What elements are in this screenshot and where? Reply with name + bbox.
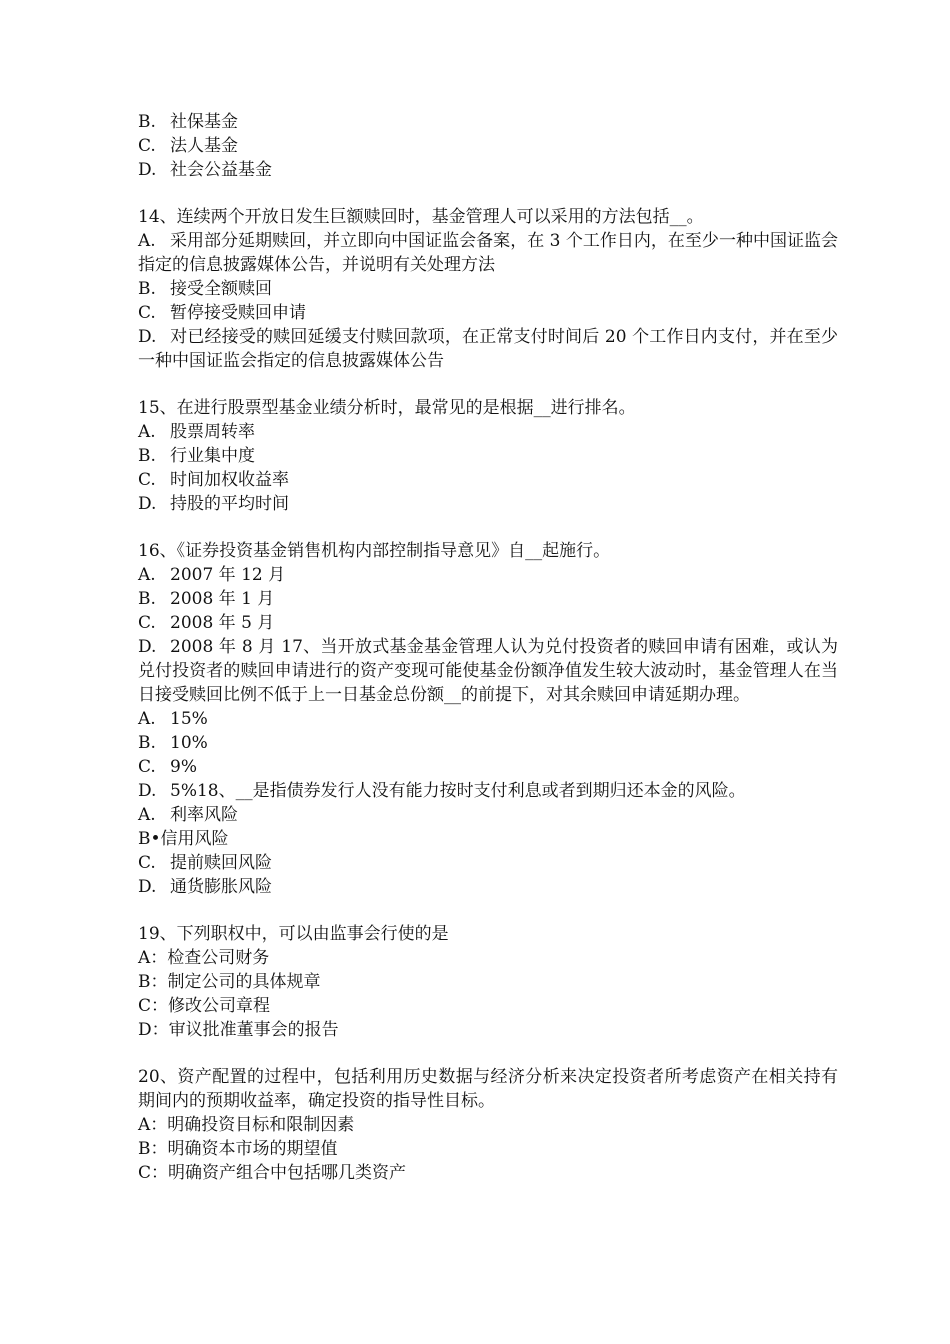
option-key: C. [138, 303, 156, 323]
option-line [138, 563, 838, 587]
option-text: 2008 年 5 月 [170, 613, 275, 633]
option-text: 时间加权收益率 [170, 470, 289, 490]
option-line [138, 851, 838, 875]
option-line: A：检查公司财务 [138, 948, 270, 968]
option-key: B. [138, 446, 156, 466]
option-line: D：审议批准董事会的报告 [138, 1020, 339, 1040]
option-text: 10% [170, 733, 208, 753]
option-key: A. [138, 805, 156, 825]
option-text: 2008 年 8 月 17、当开放式基金基金管理人认为兑付投资者的赎回申请有困难，或认为兑付投资者的赎回申请进行的资产变现可能使基金份额净值发生较大波动时，基金管理人在当日接受赎回比例不低于上一日基金总份额__的前提下，对其余赎回申请延期办理。 [138, 637, 838, 705]
option-line [138, 707, 838, 731]
option-line: C：修改公司章程 [138, 996, 271, 1016]
option-key: D. [138, 494, 157, 514]
option-line [138, 420, 838, 444]
option-key: C. [138, 470, 156, 490]
option-text: 暂停接受赎回申请 [170, 303, 306, 323]
option-key: D. [138, 160, 157, 180]
option-text: 社会公益基金 [170, 160, 272, 180]
option-text: 行业集中度 [170, 446, 255, 466]
option-text: 15% [170, 709, 208, 729]
option-key: A. [138, 709, 156, 729]
document-page [138, 110, 838, 1185]
option-text: 2008 年 1 月 [170, 589, 275, 609]
paragraph-gap [138, 373, 838, 396]
option-key: D. [138, 877, 157, 897]
option-key: C. [138, 613, 156, 633]
question-text: 19、下列职权中，可以由监事会行使的是 [138, 924, 449, 944]
option-text: 股票周转率 [170, 422, 255, 442]
option-text: 对已经接受的赎回延缓支付赎回款项，在正常支付时间后 20 个工作日内支付，并在至少一种中国证监会指定的信息披露媒体公告 [138, 327, 838, 371]
option-text: 采用部分延期赎回，并立即向中国证监会备案，在 3 个工作日内，在至少一种中国证监会指定的信息披露媒体公告，并说明有关处理方法 [138, 231, 838, 275]
option-line [138, 587, 838, 611]
option-key: A. [138, 231, 156, 251]
option-line [138, 779, 838, 803]
option-line: B•信用风险 [138, 829, 229, 849]
option-line [138, 229, 838, 277]
option-key: C. [138, 757, 156, 777]
option-key: A. [138, 422, 156, 442]
option-line [138, 731, 838, 755]
option-text: 利率风险 [170, 805, 238, 825]
question-text: 14、连续两个开放日发生巨额赎回时，基金管理人可以采用的方法包括__。 [138, 207, 704, 227]
option-line [138, 134, 838, 158]
option-line [138, 635, 838, 707]
option-text: 法人基金 [170, 136, 238, 156]
option-key: B. [138, 112, 156, 132]
option-key: B. [138, 733, 156, 753]
question-text: 15、在进行股票型基金业绩分析时，最常见的是根据__进行排名。 [138, 398, 636, 418]
option-key: C. [138, 853, 156, 873]
option-line: B：明确资本市场的期望值 [138, 1139, 338, 1159]
option-line [138, 301, 838, 325]
option-key: C. [138, 136, 156, 156]
option-line [138, 158, 838, 182]
option-key: D. [138, 781, 157, 801]
question-text: 20、资产配置的过程中，包括利用历史数据与经济分析来决定投资者所考虑资产在相关持有期间内的预期收益率，确定投资的指导性目标。 [138, 1067, 838, 1111]
option-text: 9% [170, 757, 197, 777]
option-line [138, 277, 838, 301]
option-text: 社保基金 [170, 112, 238, 132]
option-text: 5%18、__是指债券发行人没有能力按时支付利息或者到期归还本金的风险。 [170, 781, 746, 801]
paragraph-gap [138, 516, 838, 539]
option-line: C：明确资产组合中包括哪几类资产 [138, 1163, 407, 1183]
option-key: B. [138, 589, 156, 609]
option-key: D. [138, 637, 157, 657]
option-line [138, 444, 838, 468]
option-text: 通货膨胀风险 [170, 877, 272, 897]
option-text: 接受全额赎回 [170, 279, 272, 299]
option-line: B：制定公司的具体规章 [138, 972, 321, 992]
option-line [138, 875, 838, 899]
paragraph-gap [138, 899, 838, 922]
option-key: D. [138, 327, 157, 347]
option-line [138, 325, 838, 373]
option-line [138, 492, 838, 516]
option-line [138, 803, 838, 827]
paragraph-gap [138, 182, 838, 205]
option-text: 提前赎回风险 [170, 853, 272, 873]
option-key: A. [138, 565, 156, 585]
option-line [138, 611, 838, 635]
paragraph-gap [138, 1042, 838, 1065]
option-text: 持股的平均时间 [170, 494, 289, 514]
option-line: A：明确投资目标和限制因素 [138, 1115, 355, 1135]
option-line [138, 468, 838, 492]
option-line [138, 755, 838, 779]
option-text: 2007 年 12 月 [170, 565, 286, 585]
option-line [138, 110, 838, 134]
question-text: 16、《证券投资基金销售机构内部控制指导意见》自__起施行。 [138, 541, 611, 561]
option-key: B. [138, 279, 156, 299]
